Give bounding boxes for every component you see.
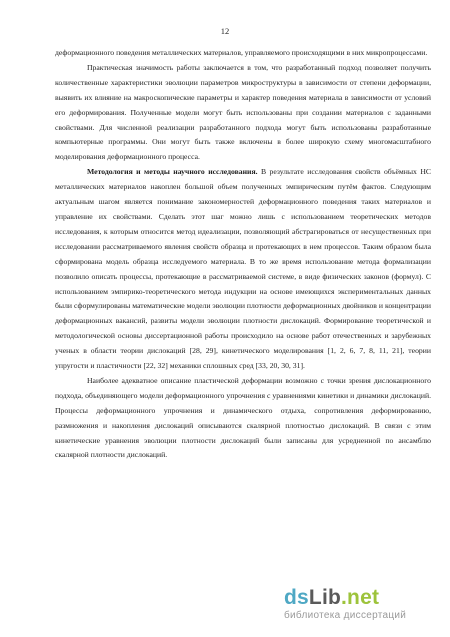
paragraph-intro-continuation: деформационного поведения металлических материалов, управляемого происходящими в них микропроцессами. [55, 48, 428, 57]
paragraph-methodology [55, 165, 431, 374]
methodology-text: В результате исследования свойств объёмных НС металлических материалов накоплен большой объем полученных эмпирическим путём фактов. Следующим актуальным шагом является понимание закономерностей деформационного поведения таких материалов и управление их свойствами. Сделать этот шаг можно лишь с использованием теоретических методов исследования, к которым относится метод идеализации, позволяющий абстрагироваться от несущественных при исследовании рассматриваемого явления свойств образца и протекающих в нем процессов. Таким образом была сформирована модель образца исследуемого материала. В то же время использование метода формализации позволило описать процессы, протекающие в рассматриваемой системе, в виде физических законов (формул). С использованием эмпирико-теоретического метода индукции на основе имеющихся экспериментальных данных были сформулированы математические модели эволюции плотности деформационных двойников и концентрации деформационных вакансий, развиты модели эволюции плотности дислокаций. Формирование теоретической и методологической основы диссертационной работы происходило на основе работ отечественных и зарубежных ученых в области теории дислокаций [28, 29], кинетического моделирования [1, 2, 6, 7, 8, 11, 21], теории упругости и пластичности [22, 32] механики сплошных сред [33, 20, 30, 31]. [55, 167, 432, 371]
paragraph-plastic-deformation: Наиболее адекватное описание пластической деформации возможно с точки зрения дислокационного подхода, объединяющего модели деформационного упрочнения с уравнениями кинетики и динамики дислокаций. Процессы деформационного упрочнения и динамического отдыха, сопротивления деформированию, размножения и накопления дислокаций описываются скалярной плотностью дислокаций. В связи с этим кинетические уравнения эволюции плотности дислокаций были записаны для усредненной по ансамблю скалярной плотности дислокаций. [55, 375, 431, 460]
dslib-watermark [284, 587, 406, 621]
paragraph-practical-significance: Практическая значимость работы заключается в том, что разработанный подход позволяет получить количественные характеристики эволюции параметров микроструктуры в зависимости от степени деформации, выявить их влияние на макроскопические параметры и характер поведения материала в зависимости от условий его деформирования. Полученные модели могут быть использованы при создании материалов с заданными свойствами. Для численной реализации разработанного подхода могут быть использованы разработанные компьютерные программы. Они могут быть также включены в более широкую схему многомасштабного моделирования деформационного процесса. [55, 62, 431, 162]
logo-net: .net [341, 586, 380, 609]
watermark-subtitle: библиотека диссертаций [284, 610, 407, 621]
methodology-heading: Методология и методы научного исследования. [87, 167, 258, 177]
dslib-logo [284, 587, 406, 609]
logo-lib: Lib [308, 586, 342, 609]
document-body [55, 46, 431, 463]
page-number: 12 [220, 26, 230, 36]
logo-ds: ds [284, 586, 309, 609]
